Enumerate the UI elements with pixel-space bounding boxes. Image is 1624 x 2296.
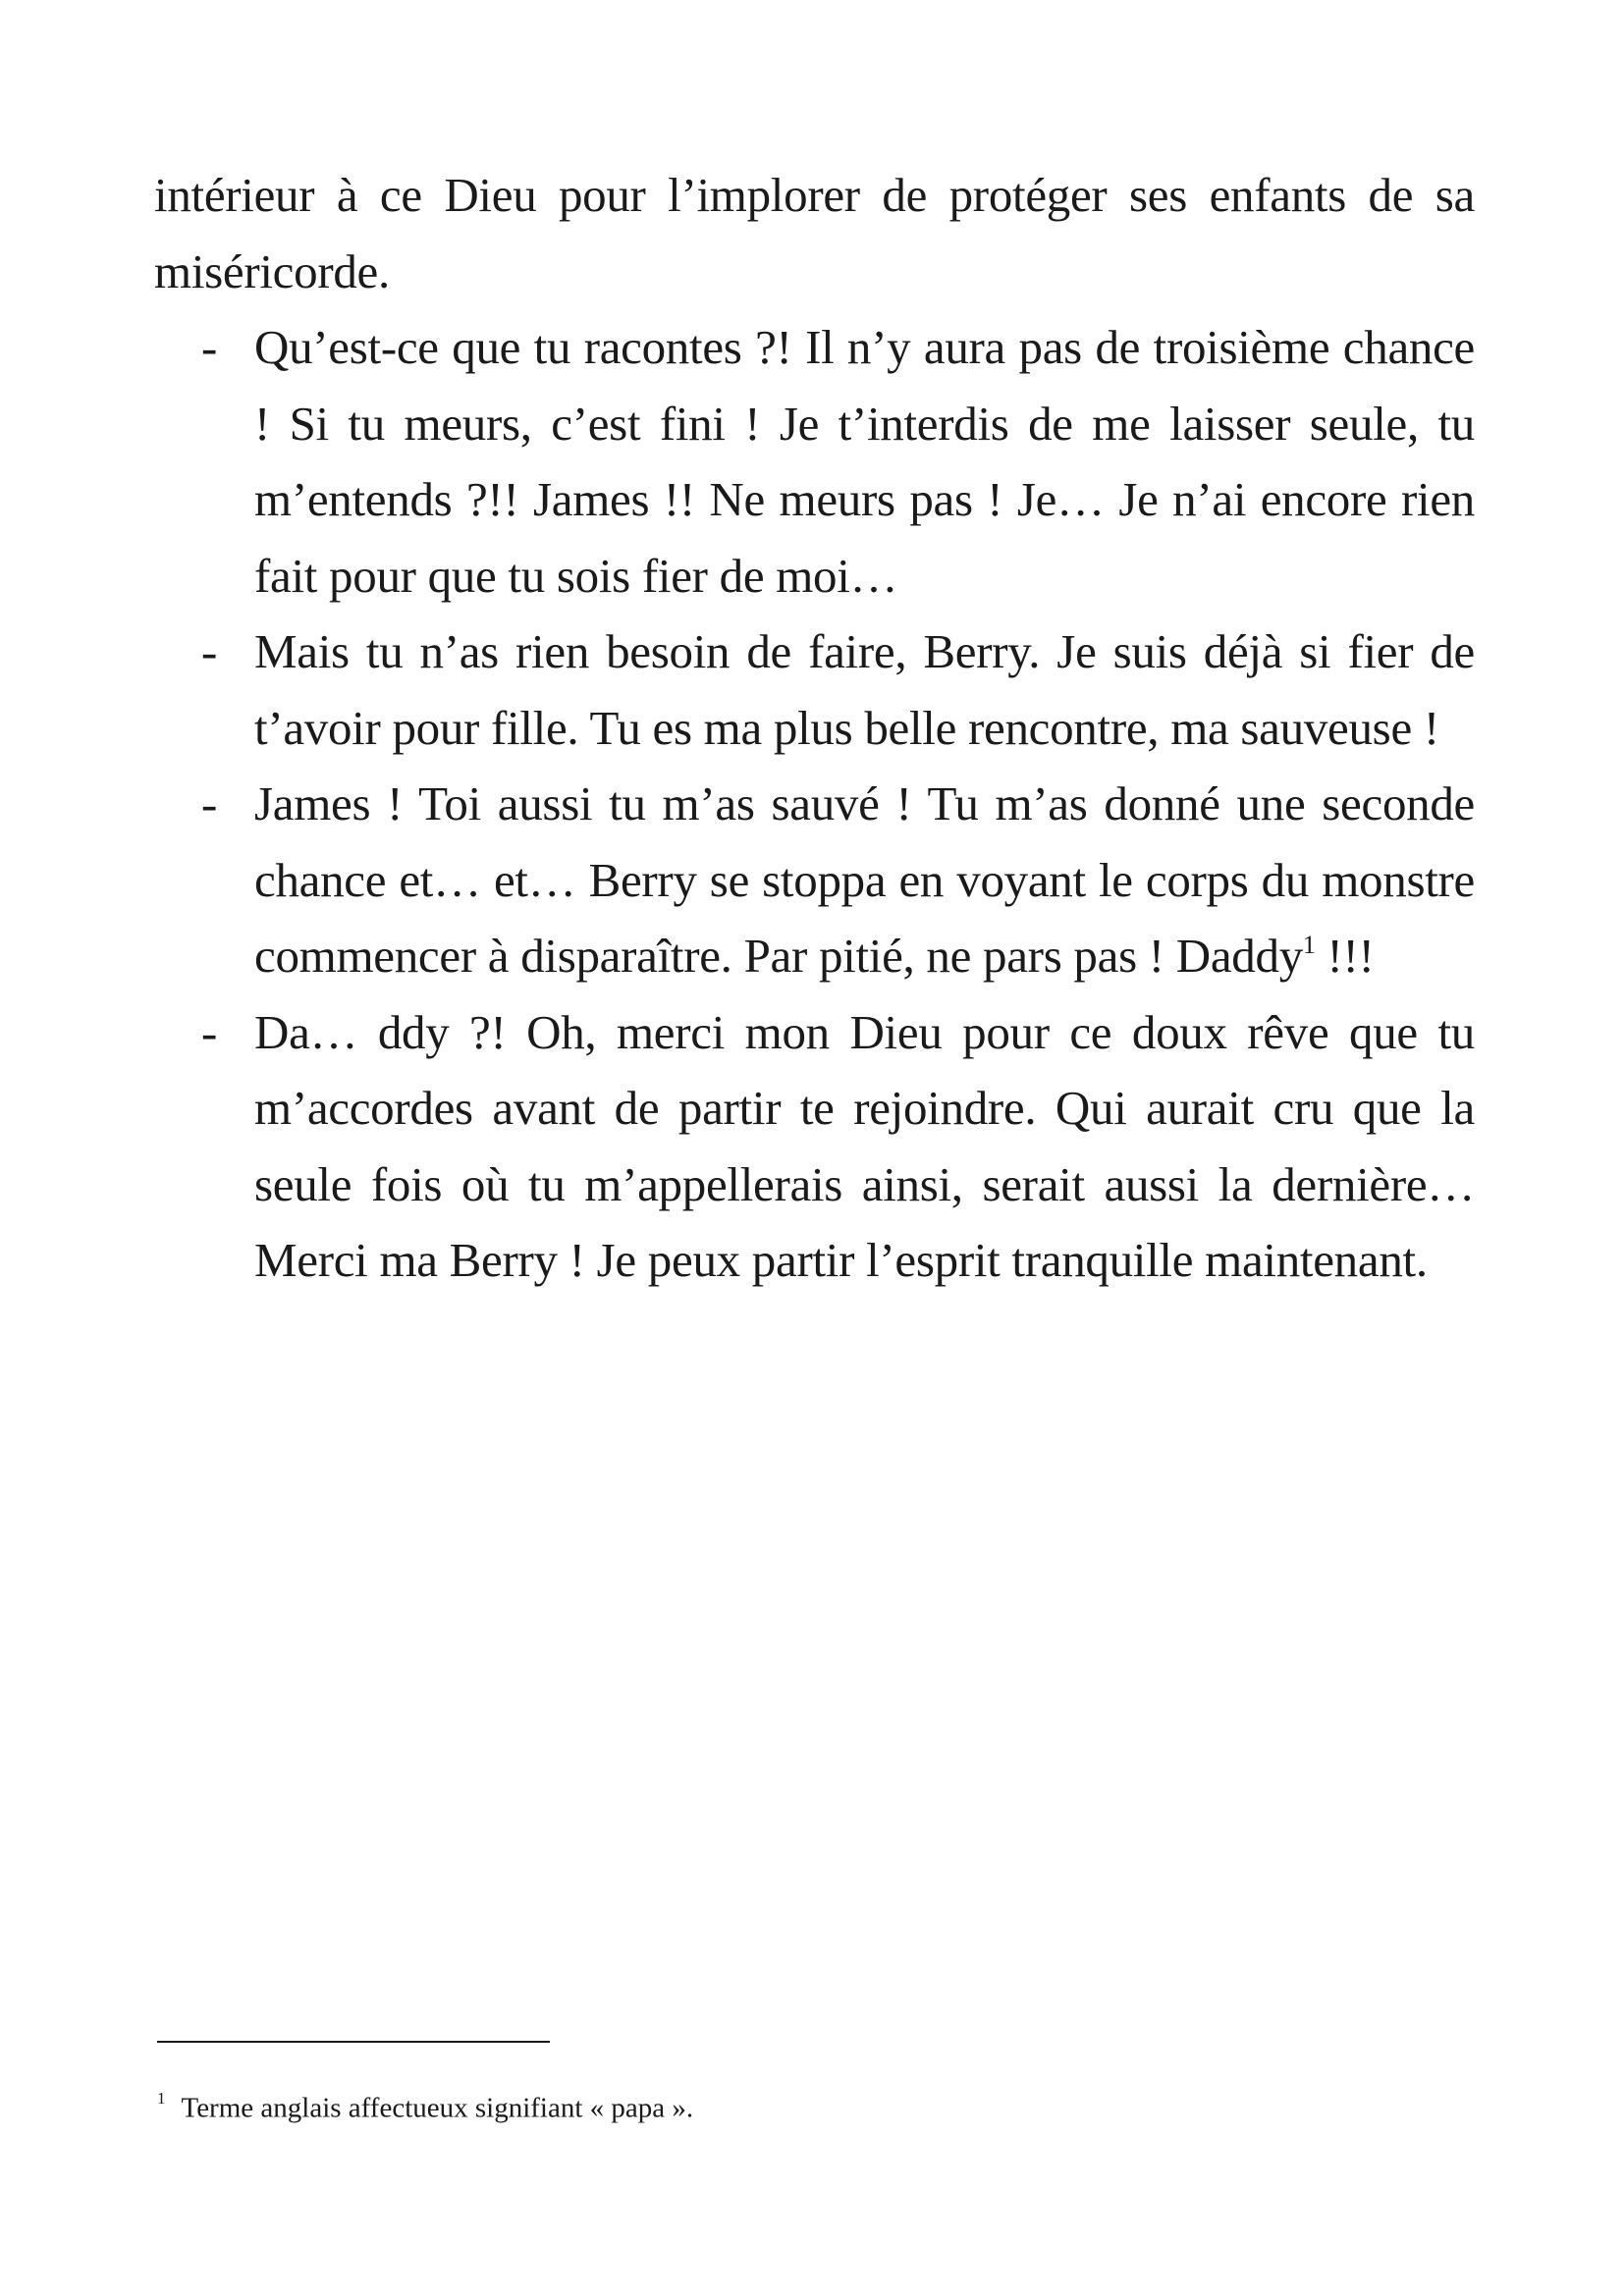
footnote-reference[interactable]: 1 — [1302, 930, 1316, 959]
dialogue-line — [154, 994, 1475, 1299]
dialogue-dash: - — [201, 776, 218, 830]
dialogue-dash: - — [201, 1004, 218, 1059]
dialogue-dash: - — [201, 624, 218, 678]
dialogue-line — [154, 309, 1475, 614]
dialogue-dash: - — [201, 320, 218, 374]
opening-paragraph: intérieur à ce Dieu pour l’implorer de protéger ses enfants de sa miséricorde. — [154, 168, 1475, 298]
footnote-number: 1 — [157, 2089, 166, 2108]
footnote-separator — [157, 2041, 550, 2043]
dialogue-text-tail: !!! — [1315, 929, 1375, 983]
dialogue-line — [154, 766, 1475, 994]
dialogue-text: Mais tu n’as rien besoin de faire, Berry. Je suis déjà si fier de t’avoir pour fille. Tu es ma plus belle rencontre, ma sauveuse ! — [254, 624, 1475, 755]
dialogue-line — [154, 614, 1475, 766]
page-body — [154, 157, 1475, 1299]
dialogue-text: James ! Toi aussi tu m’as sauvé ! Tu m’as donné une seconde chance et… et… Berry se stoppa en voyant le corps du monstre commencer à disparaître. Par pitié, ne pars pas ! Daddy — [254, 776, 1475, 983]
dialogue-text: Qu’est-ce que tu racontes ?! Il n’y aura pas de troisième chance ! Si tu meurs, c’est fini ! Je t’interdis de me laisser seule, tu m’entends ?!! James !! Ne meurs pas ! Je… Je n’ai encore rien fait pour que tu sois fier de moi… — [254, 320, 1475, 603]
dialogue-text: Da… ddy ?! Oh, merci mon Dieu pour ce doux rêve que tu m’accordes avant de partir te rejoindre. Qui aurait cru que la seule fois où tu m’appellerais ainsi, serait aussi la dernière… Merci ma Berry ! Je peux partir l’esprit tranquille maintenant. — [254, 1004, 1475, 1287]
footnote-text: Terme anglais affectueux signifiant « papa ». — [181, 2092, 694, 2124]
footnote — [157, 2082, 693, 2128]
